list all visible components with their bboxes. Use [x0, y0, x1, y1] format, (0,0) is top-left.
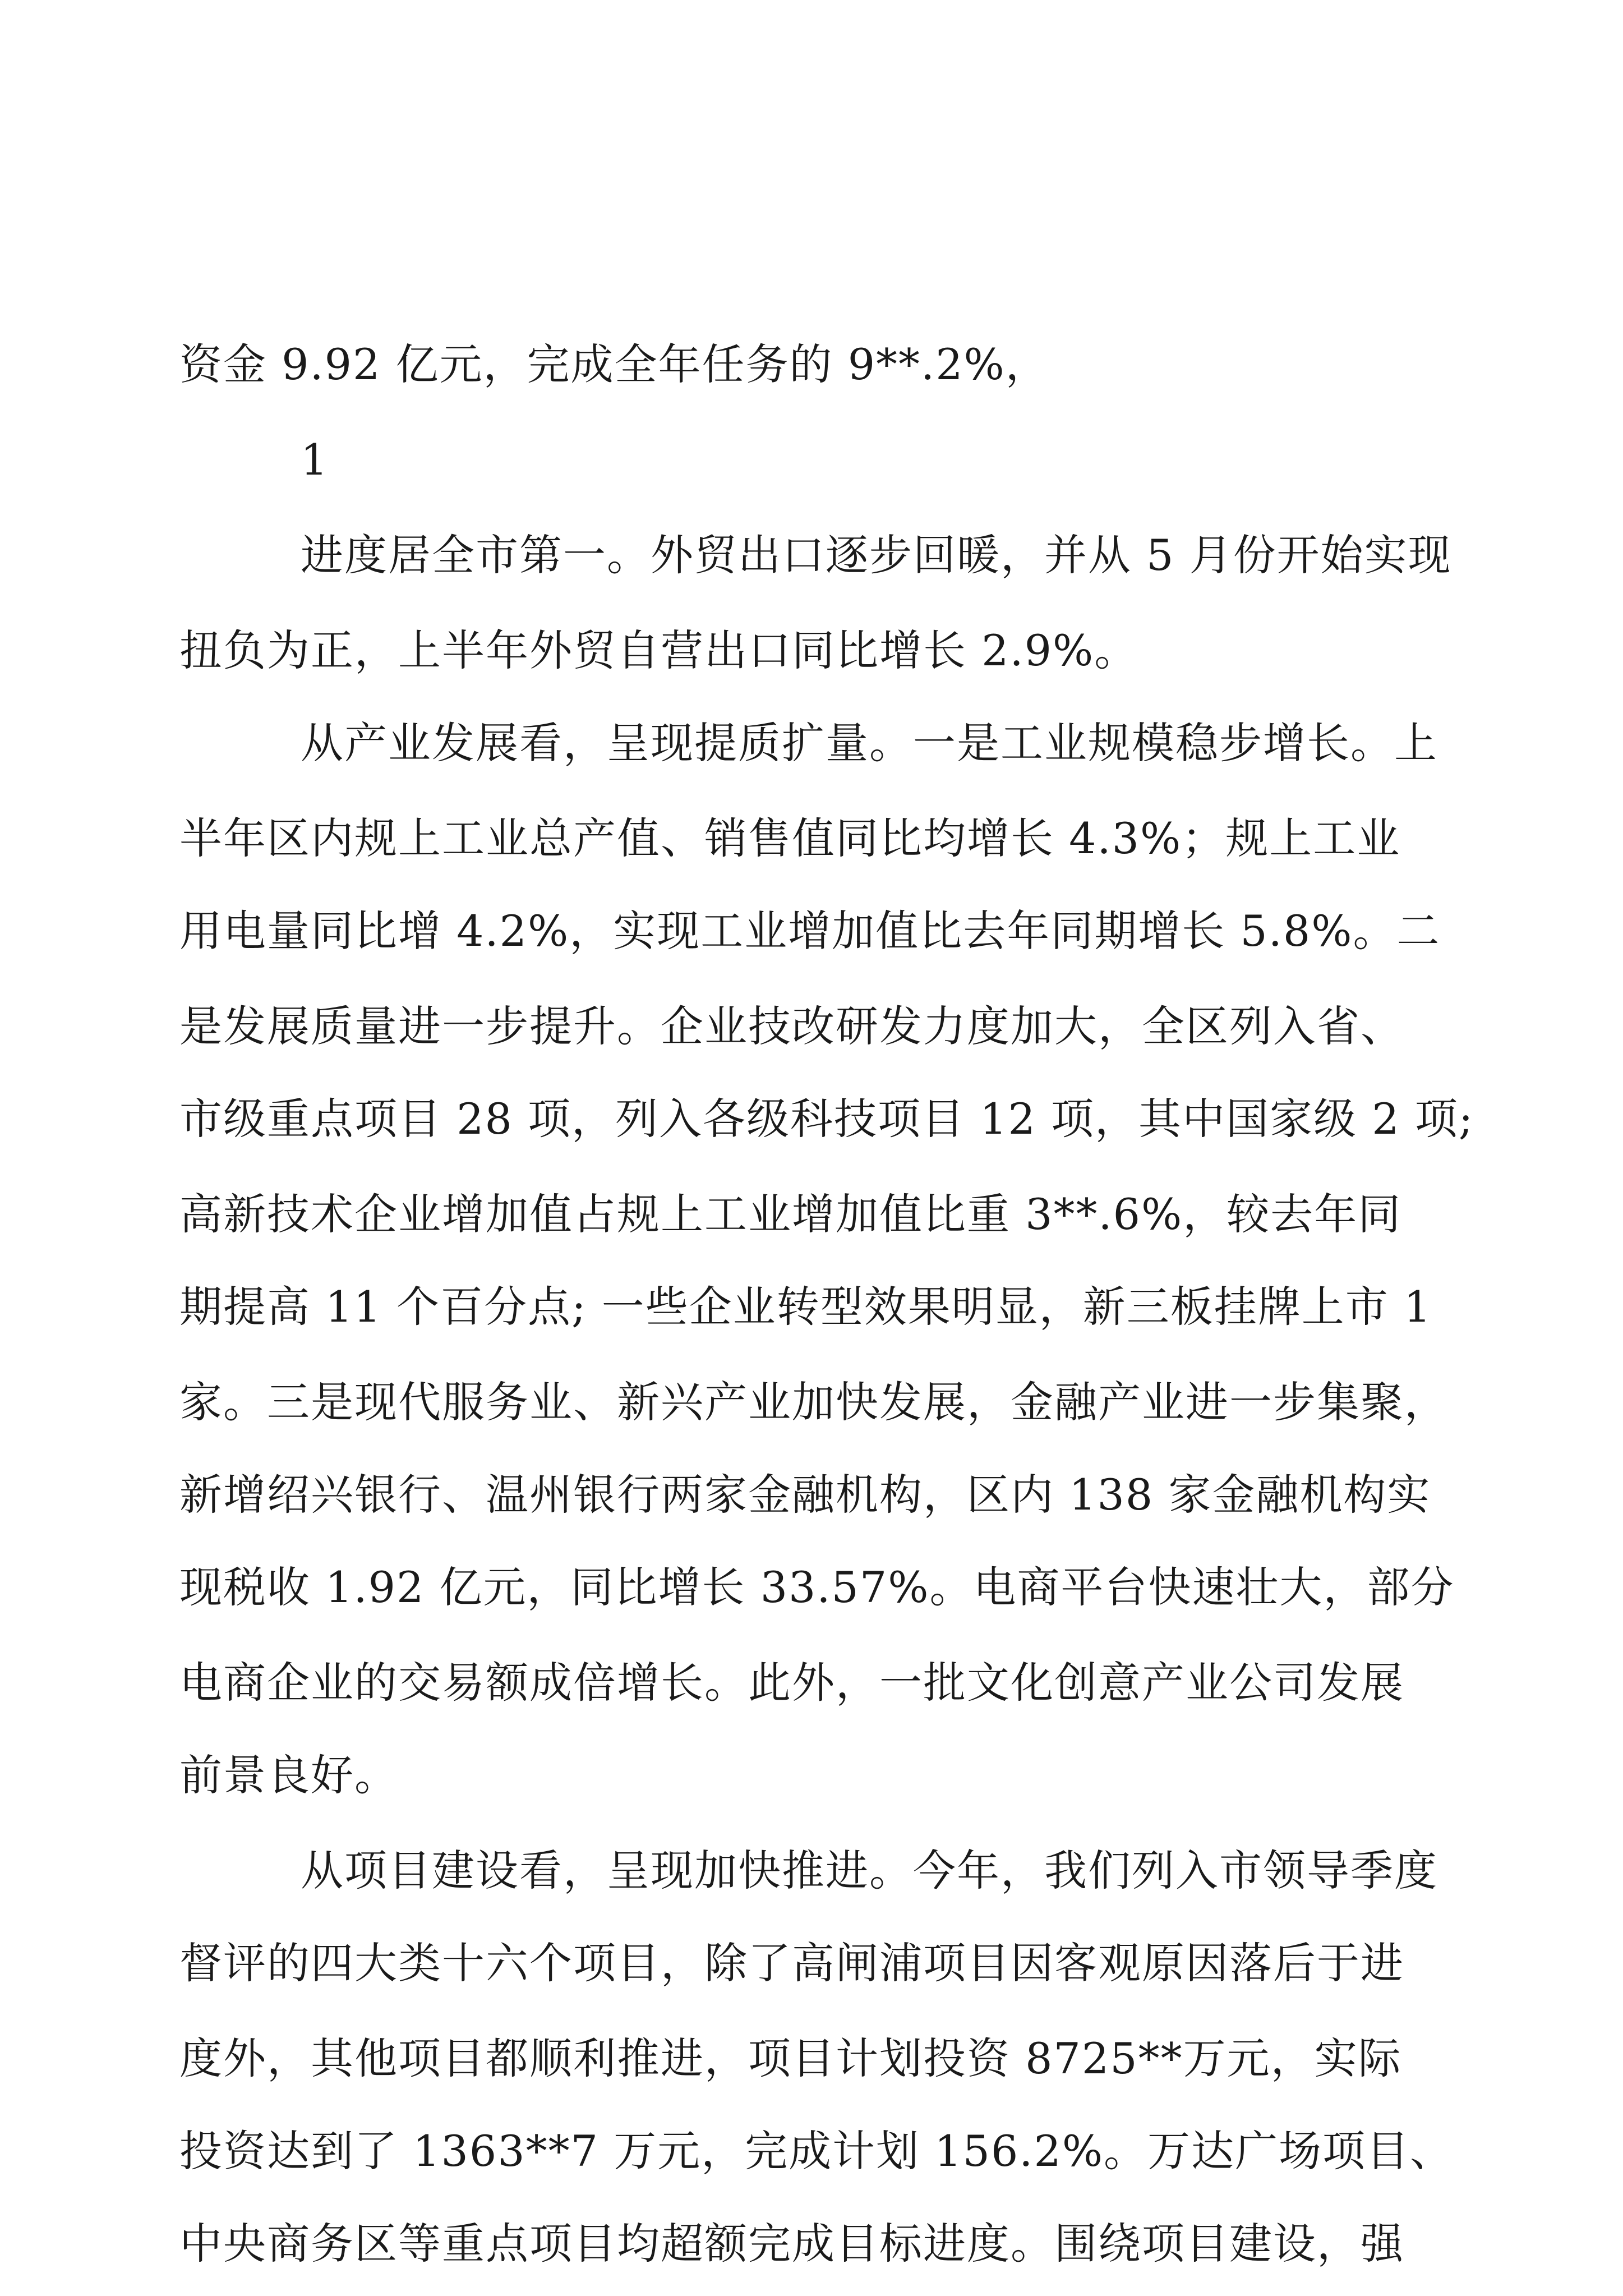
paragraph-line: 现税收 1.92 亿元，同比增长 33.57%。电商平台快速壮大，部分 [179, 1562, 1455, 1612]
page-marker: 1 [301, 435, 328, 485]
paragraph-line: 中央商务区等重点项目均超额完成目标进度。围绕项目建设，强 [179, 2219, 1404, 2269]
paragraph-line: 督评的四大类十六个项目，除了高闸浦项目因客观原因落后于进 [179, 1938, 1404, 1988]
paragraph-line: 是发展质量进一步提升。企业技改研发力度加大，全区列入省、 [179, 1001, 1404, 1051]
paragraph-line: 资金 9.92 亿元，完成全年任务的 9**.2%， [179, 339, 1049, 389]
paragraph-line: 前景良好。 [179, 1750, 398, 1800]
paragraph-line: 度外，其他项目都顺利推进，项目计划投资 8725**万元，实际 [179, 2033, 1402, 2083]
paragraph-line: 电商企业的交易额成倍增长。此外，一批文化创意产业公司发展 [179, 1658, 1404, 1708]
paragraph-line: 进度居全市第一。外贸出口逐步回暖，并从 5 月份开始实现 [301, 530, 1452, 580]
paragraph-line: 从产业发展看，呈现提质扩量。一是工业规模稳步增长。上 [301, 718, 1438, 768]
paragraph-line: 扭负为正，上半年外贸自营出口同比增长 2.9%。 [179, 625, 1138, 675]
paragraph-line: 用电量同比增 4.2%，实现工业增加值比去年同期增长 5.8%。二 [179, 906, 1441, 956]
paragraph-line: 投资达到了 1363**7 万元，完成计划 156.2%。万达广场项目、 [179, 2126, 1454, 2176]
paragraph-line: 新增绍兴银行、温州银行两家金融机构，区内 138 家金融机构实 [179, 1470, 1431, 1520]
paragraph-line: 家。三是现代服务业、新兴产业加快发展，金融产业进一步集聚， [179, 1377, 1448, 1427]
paragraph-line: 半年区内规上工业总产值、销售值同比均增长 4.3%；规上工业 [179, 813, 1401, 863]
paragraph-line: 高新技术企业增加值占规上工业增加值比重 3**.6%，较去年同 [179, 1189, 1402, 1239]
paragraph-line: 从项目建设看，呈现加快推进。今年，我们列入市领导季度 [301, 1846, 1438, 1895]
paragraph-line: 期提高 11 个百分点; 一些企业转型效果明显，新三板挂牌上市 1 [179, 1282, 1432, 1332]
paragraph-line: 市级重点项目 28 项，列入各级科技项目 12 项，其中国家级 2 项; [179, 1094, 1474, 1144]
